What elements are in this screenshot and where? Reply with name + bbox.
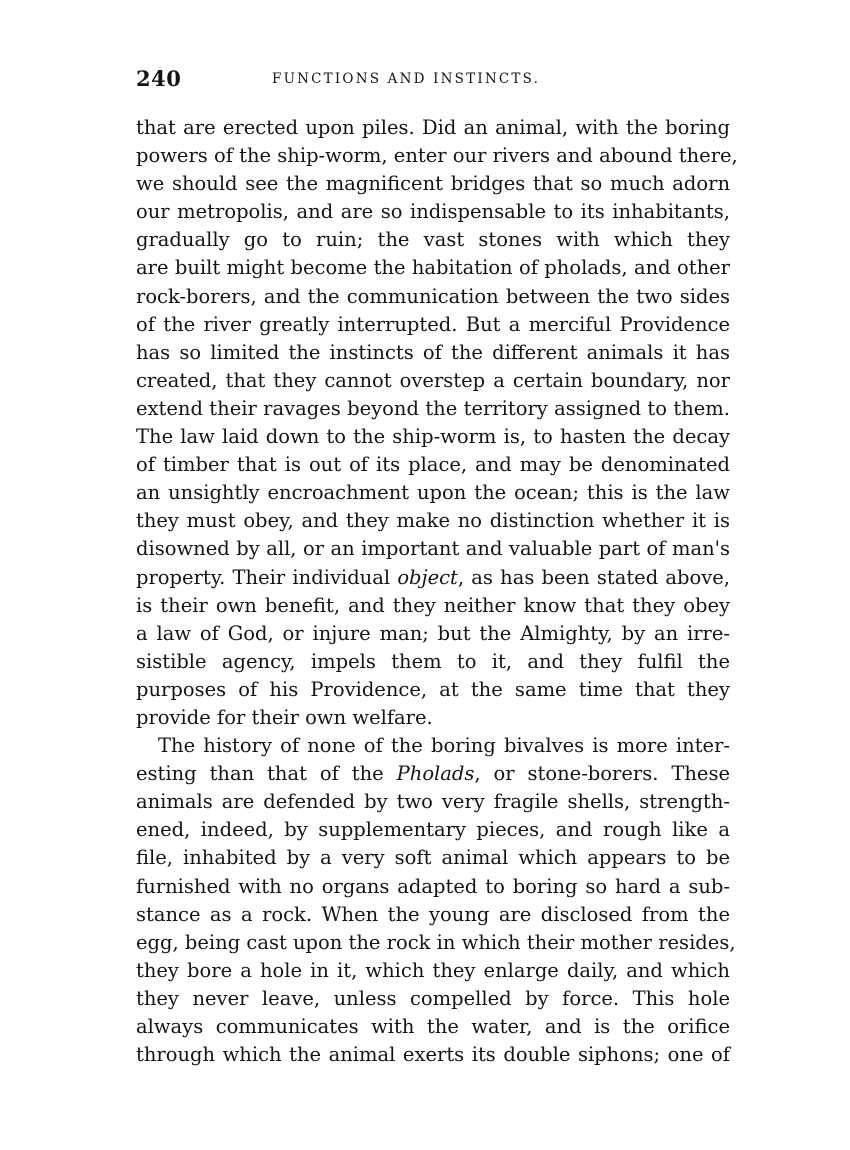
text-line: we should see the magnificent bridges that so much adorn (136, 172, 730, 196)
text-line: stance as a rock. When the young are disclosed from the (136, 902, 730, 926)
text-line: is their own benefit, and they neither know that they obey (136, 593, 730, 617)
text-line: animals are defended by two very fragile shells, strength- (136, 790, 730, 814)
italic-word: Pholads (396, 762, 475, 786)
text-line: extend their ravages beyond the territory assigned to them. (136, 396, 730, 420)
text-line: are built might become the habitation of pholads, and other (136, 256, 730, 280)
text-line: egg, being cast upon the rock in which their mother resides, (136, 930, 736, 954)
text-line: The law laid down to the ship-worm is, to hasten the decay (136, 425, 730, 449)
text-line: of the river greatly interrupted. But a merciful Providence (136, 312, 730, 336)
page-header (136, 66, 730, 100)
text-line: through which the animal exerts its double siphons; one of (136, 1043, 730, 1067)
text-line: rock-borers, and the communication between the two sides (136, 284, 730, 308)
text-line: powers of the ship-worm, enter our rivers and abound there, (136, 144, 738, 168)
text-segment: property. Their individual (136, 565, 398, 589)
text-line-mixed (136, 760, 730, 788)
italic-word: object (397, 565, 458, 589)
text-segment: , or stone-borers. These (474, 762, 731, 786)
text-line: furnished with no organs adapted to boring so hard a sub- (136, 874, 730, 898)
running-head: FUNCTIONS AND INSTINCTS. (272, 71, 541, 87)
text-segment: , as has been stated above, (457, 565, 730, 589)
text-line: The history of none of the boring bivalves is more inter- (158, 734, 730, 758)
text-line: disowned by all, or an important and valuable part of man's (136, 537, 730, 561)
paragraph-1 (136, 114, 738, 732)
page-number: 240 (136, 66, 182, 91)
text-line: ened, indeed, by supplementary pieces, and rough like a (136, 818, 730, 842)
text-line: an unsightly encroachment upon the ocean; this is the law (136, 481, 730, 505)
text-line: our metropolis, and are so indispensable to its inhabitants, (136, 200, 730, 224)
text-line: of timber that is out of its place, and may be denominated (136, 453, 730, 477)
text-line: provide for their own welfare. (136, 705, 433, 729)
text-line: that are erected upon piles. Did an animal, with the boring (136, 116, 730, 139)
body-text (136, 114, 738, 1069)
paragraph-2 (136, 732, 736, 1069)
text-line: they never leave, unless compelled by force. This hole (136, 986, 730, 1010)
text-line: sistible agency, impels them to it, and they fulfil the (136, 649, 730, 673)
text-line: created, that they cannot overstep a certain boundary, nor (136, 368, 730, 392)
text-segment: esting than that of the (136, 762, 397, 786)
text-line: file, inhabited by a very soft animal which appears to be (136, 846, 730, 870)
text-line: they bore a hole in it, which they enlarge daily, and which (136, 958, 730, 982)
text-line-mixed (136, 564, 730, 592)
book-page (136, 66, 738, 1069)
text-line: they must obey, and they make no distinction whether it is (136, 509, 730, 533)
text-line: purposes of his Providence, at the same time that they (136, 677, 730, 701)
text-line: has so limited the instincts of the different animals it has (136, 340, 730, 364)
text-line: gradually go to ruin; the vast stones with which they (136, 228, 730, 252)
text-line: a law of God, or injure man; but the Almighty, by an irre- (136, 621, 730, 645)
text-line: always communicates with the water, and is the orifice (136, 1015, 730, 1038)
